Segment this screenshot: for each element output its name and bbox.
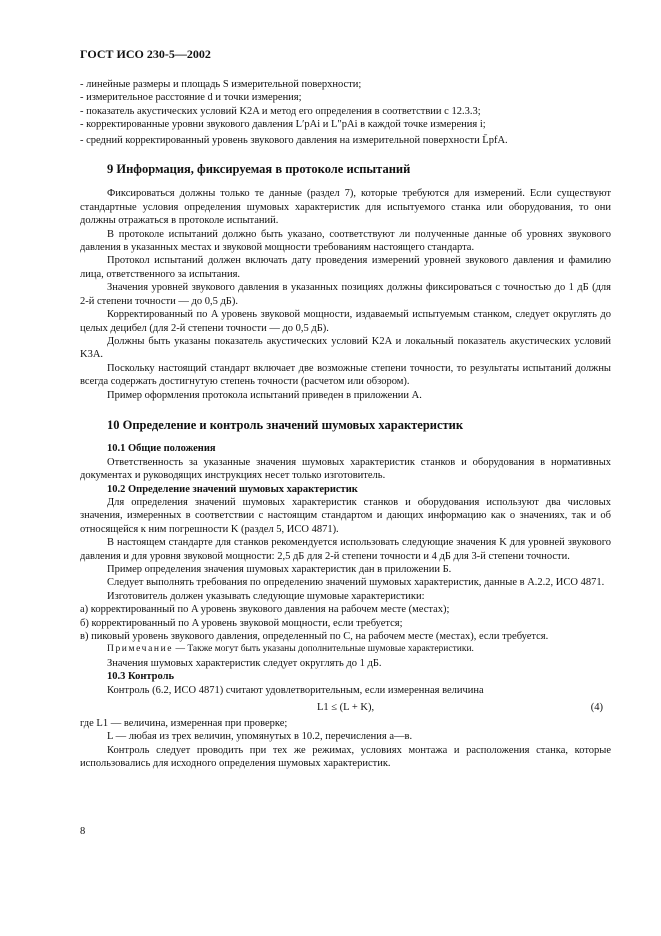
paragraph: Изготовитель должен указывать следующие шумовые характеристики: (107, 590, 425, 602)
list-item: а) корректированный по A уровень звукового давления на рабочем месте (местах); (80, 604, 450, 616)
paragraph: Пример определения значения шумовых характеристик дан в приложении Б. (107, 564, 452, 575)
formula-number: (4) (590, 702, 603, 714)
list-item: - показатель акустических условий K2A и метод его определения в соответствии с 12.3.3; (80, 105, 481, 117)
measurement-list (80, 78, 611, 147)
subsection-10-3-title: 10.3 Контроль (107, 671, 175, 683)
paragraph: Значения шумовых характеристик следует округлять до 1 дБ. (107, 657, 382, 669)
list-item: - измерительное расстояние d и точки измерения; (80, 92, 302, 104)
list-item: - корректированные уровни звукового давления L′pAi и L″pAi в каждой точке измерения i; (80, 119, 486, 131)
paragraph: Фиксироваться должны только те данные (раздел 7), которые требуются для измерений. Если существуют стандартные условия определения шумовых характеристик для испытуемого станка или оборудования, то они должны отражаться в протоколе испытаний. (80, 188, 611, 227)
paragraph: Для определения значений шумовых характеристик станков и оборудования используют два числовых значения, измеренных в соответствии с настоящим стандартом и дающих информацию как о значениях, так и об относящейся к ним погрешности K (раздел 5, ИСО 4871). (80, 496, 611, 535)
paragraph: Должны быть указаны показатель акустических условий K2A и локальный показатель акустических условий K3A. (80, 335, 611, 361)
paragraph: Значения уровней звукового давления в указанных позициях должны фиксироваться с точностью до 1 дБ (для 2-й степени точности — до 0,5 дБ). (80, 282, 611, 307)
section-9-heading: 9 Информация, фиксируемая в протоколе испытаний (107, 162, 411, 177)
paragraph: Пример оформления протокола испытаний приведен в приложении А. (107, 389, 422, 401)
paragraph: Следует выполнять требования по определению значений шумовых характеристик, данные в А.2.2, ИСО 4871. (107, 577, 605, 589)
document-header: ГОСТ ИСО 230-5—2002 (80, 47, 211, 61)
section-10-heading: 10 Определение и контроль значений шумовых характеристик (107, 417, 464, 432)
note-text: — Также могут быть указаны дополнительные шумовые характеристики. (173, 644, 474, 655)
paragraph: Протокол испытаний должен включать дату проведения измерений уровней звукового давления и фамилию лица, ответственного за испытания. (80, 255, 611, 280)
paragraph: Корректированный по A уровень звуковой мощности, издаваемый испытуемым станком, следует округлять до целых децибел (для 2-й степени точности — до 0,5 дБ). (80, 309, 611, 334)
paragraph: В настоящем стандарте для станков рекомендуется использовать следующие значения K для уровней звукового давления и для уровня звуковой мощности: 2,5 дБ для 2-й степени точности и 4 дБ для 3-й степени точности. (80, 537, 611, 562)
list-item: - средний корректированный уровень звукового давления на измерительной поверхности L̄pfA. (80, 134, 508, 146)
paragraph: Ответственность за указанные значения шумовых характеристик станков и оборудования в нормативных документах и руководящих инструкциях несет только изготовитель. (80, 456, 611, 482)
paragraph: Контроль следует проводить при тех же режимах, условиях монтажа и расположения станка, которые использовались для исходного определения шумовых характеристик. (80, 744, 611, 770)
subsection-10-1-title: 10.1 Общие положения (107, 443, 216, 455)
list-item: б) корректированный по A уровень звуковой мощности, если требуется; (80, 617, 403, 629)
list-item: - линейные размеры и площадь S измерительной поверхности; (80, 79, 362, 90)
formula (80, 697, 611, 717)
paragraph: В протоколе испытаний должно быть указано, соответствуют ли полученные данные об уровнях звукового давления в указанных местах и звуковой мощности требованиям настоящего стандарта. (80, 228, 611, 254)
note-label: Примечание (107, 644, 174, 655)
formula-expression: L1 ≤ (L + K), (317, 702, 375, 714)
list-item: в) пиковый уровень звукового давления, определенный по C, на рабочем месте (местах), если требуется. (80, 631, 549, 643)
subsection-10-2-title: 10.2 Определение значений шумовых характеристик (107, 483, 358, 495)
paragraph: Поскольку настоящий стандарт включает две возможные степени точности, то результаты испытаний должны всегда содержать достигнутую степень точности (расчетом или обзором). (80, 362, 611, 388)
where-clause: где L1 — величина, измеренная при проверке; (80, 718, 288, 730)
note (80, 643, 611, 656)
document-body (80, 78, 611, 771)
paragraph: Контроль (6.2, ИСО 4871) считают удовлетворительным, если измеренная величина (107, 684, 484, 696)
page-number: 8 (80, 826, 86, 837)
where-clause: L — любая из трех величин, упомянутых в 10.2, перечисления а—в. (107, 731, 413, 743)
